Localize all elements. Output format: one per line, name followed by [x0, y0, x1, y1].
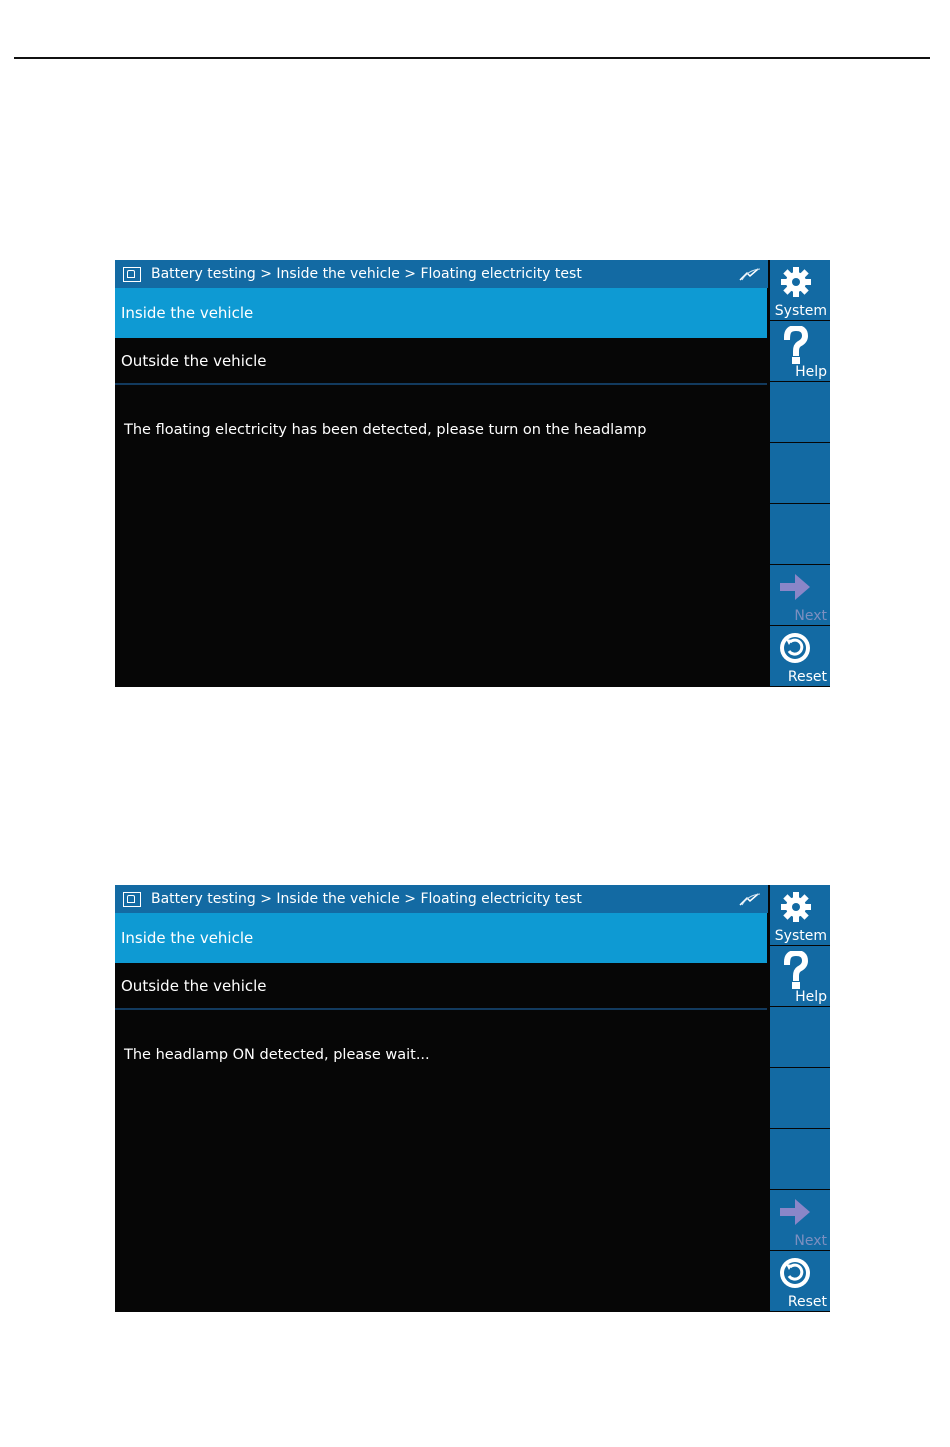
empty-button-1[interactable]	[770, 1007, 830, 1067]
app-icon[interactable]	[123, 267, 141, 282]
system-label: System	[774, 303, 827, 319]
empty-button-2[interactable]	[770, 443, 830, 503]
next-button[interactable]	[770, 1190, 830, 1250]
system-label: System	[774, 928, 827, 944]
title-bar	[115, 885, 768, 913]
menu-item-label: Inside the vehicle	[121, 304, 254, 322]
menu-item-label: Outside the vehicle	[121, 976, 267, 995]
signal-icon	[738, 891, 762, 907]
signal-icon	[738, 266, 762, 282]
empty-button-3[interactable]	[770, 1129, 830, 1189]
device-screen-1	[115, 260, 830, 687]
next-button[interactable]	[770, 565, 830, 625]
device-screen-2	[115, 885, 830, 1312]
reset-label: Reset	[787, 1294, 827, 1310]
page-rule	[14, 57, 930, 59]
empty-button-3[interactable]	[770, 504, 830, 564]
help-label: Help	[795, 364, 827, 380]
menu-item-inside-vehicle[interactable]	[115, 913, 767, 963]
sidebar	[770, 260, 830, 687]
empty-button-1[interactable]	[770, 382, 830, 442]
next-label: Next	[794, 1233, 827, 1249]
sidebar	[770, 885, 830, 1312]
arrow-right-icon	[778, 1196, 812, 1228]
menu-item-label: Outside the vehicle	[121, 351, 267, 370]
breadcrumb: Battery testing > Inside the vehicle > Floating electricity test	[151, 891, 582, 907]
reset-label: Reset	[787, 669, 827, 685]
help-button[interactable]	[770, 321, 830, 381]
system-button[interactable]	[770, 885, 830, 945]
question-icon	[784, 326, 808, 366]
menu-item-inside-vehicle[interactable]	[115, 288, 767, 338]
status-message: The floating electricity has been detected, please turn on the headlamp	[124, 422, 647, 438]
reset-button[interactable]	[770, 626, 830, 686]
menu-item-outside-vehicle[interactable]	[115, 963, 767, 1010]
reset-icon	[778, 631, 812, 665]
menu-item-label: Inside the vehicle	[121, 929, 254, 947]
empty-button-2[interactable]	[770, 1068, 830, 1128]
reset-button[interactable]	[770, 1251, 830, 1311]
gear-icon	[780, 891, 812, 923]
next-label: Next	[794, 608, 827, 624]
system-button[interactable]	[770, 260, 830, 320]
help-button[interactable]	[770, 946, 830, 1006]
breadcrumb: Battery testing > Inside the vehicle > Floating electricity test	[151, 266, 582, 282]
arrow-right-icon	[778, 571, 812, 603]
reset-icon	[778, 1256, 812, 1290]
title-bar	[115, 260, 768, 288]
menu-item-outside-vehicle[interactable]	[115, 338, 767, 385]
status-message: The headlamp ON detected, please wait...	[124, 1047, 430, 1063]
gear-icon	[780, 266, 812, 298]
help-label: Help	[795, 989, 827, 1005]
app-icon[interactable]	[123, 892, 141, 907]
question-icon	[784, 951, 808, 991]
